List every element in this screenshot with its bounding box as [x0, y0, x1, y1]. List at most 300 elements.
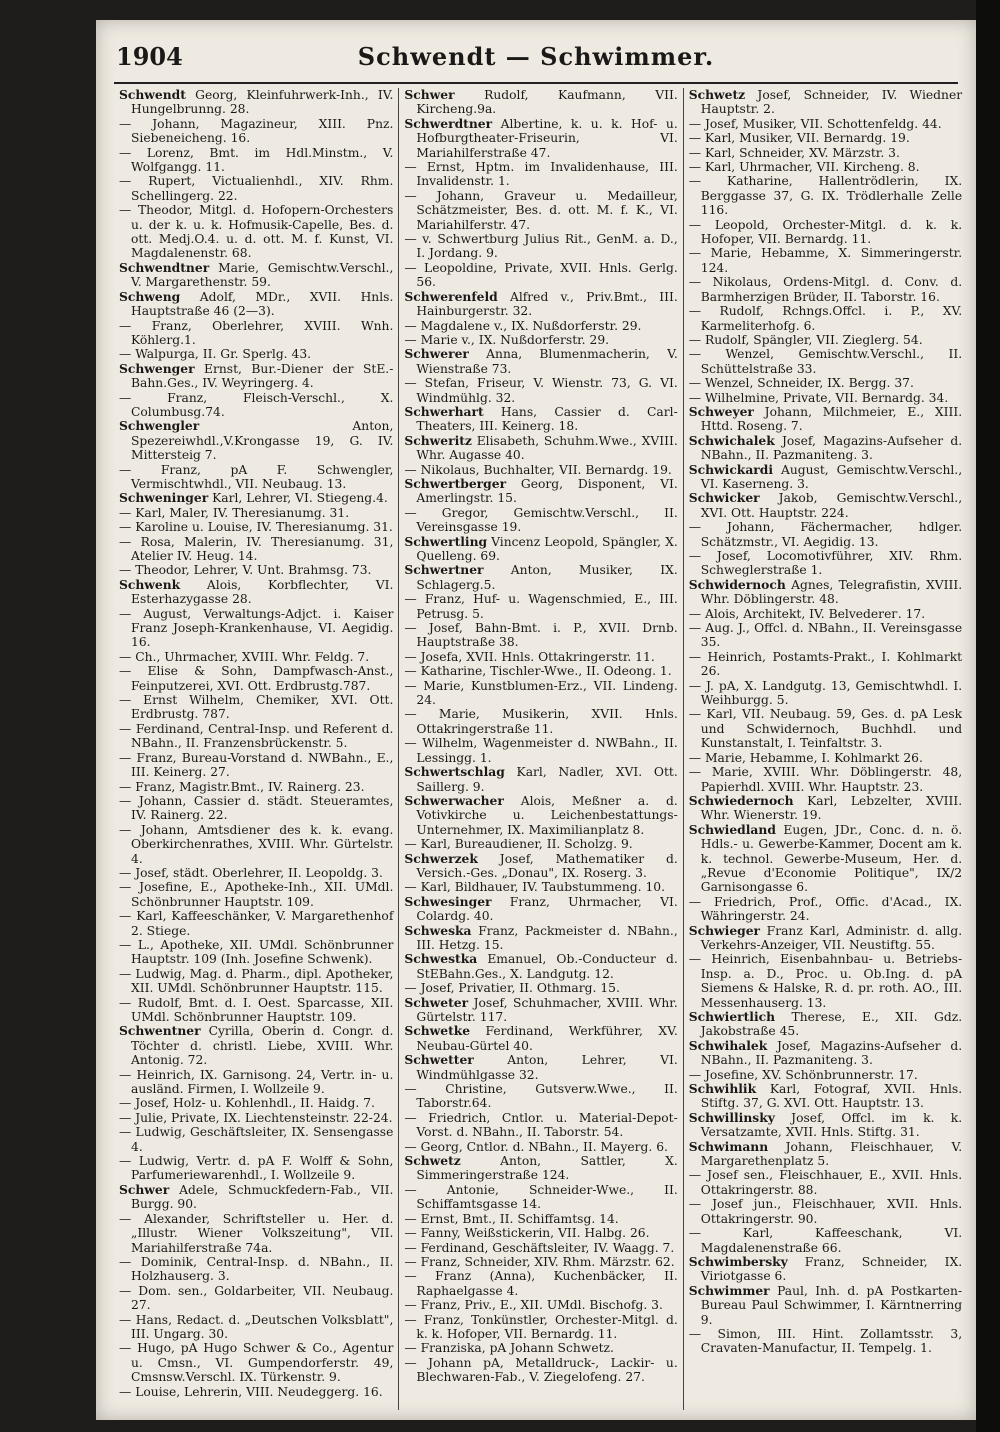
directory-entry [119, 1313, 393, 1342]
directory-entry [404, 592, 677, 621]
entry-text: Franz Karl, Administr. d. allg. Verkehrs-Anzeiger, VII. Neustiftg. 55. [700, 923, 963, 952]
entry-text: Josef, Mathematiker d. Versich.-Ges. „Donau", IX. Roserg. 3. [416, 851, 678, 880]
page-header [116, 38, 956, 78]
directory-entry [404, 463, 677, 477]
entry-text: — Johann, Cassier d. städt. Steueramtes, IV. Rainerg. 22. [119, 793, 394, 823]
directory-entry [404, 1111, 677, 1140]
directory-entry [119, 664, 393, 693]
entry-text: — Josef, Privatier, II. Othmarg. 15. [404, 981, 620, 996]
entry-text: — Franz, Fleisch-Verschl., X. Columbusg.74. [119, 390, 394, 419]
entry-surname: Schwetz [404, 1153, 461, 1169]
entry-surname: Schwenk [119, 576, 181, 592]
entry-text: — Rosa, Malerin, IV. Theresianumg. 31, Atelier IV. Heug. 14. [119, 534, 394, 563]
entry-text: — Johann pA, Metalldruck-, Lackir- u. Blechwaren-Fab., V. Ziegelofeng. 27. [404, 1355, 678, 1385]
directory-entry [404, 952, 677, 981]
directory-entry [404, 333, 677, 347]
directory-entry [404, 1356, 677, 1385]
entry-text: — Aug. J., Offcl. d. NBahn., II. Vereinsgasse 35. [688, 621, 963, 650]
directory-entry [119, 996, 393, 1025]
entry-text: Karl, Nadler, XVI. Ott. Saillerg. 9. [416, 765, 678, 794]
entry-surname: Schwichalek [688, 432, 775, 448]
directory-entry [689, 434, 962, 463]
directory-entry [404, 376, 677, 405]
columns-container [114, 88, 968, 1410]
entry-surname: Schwertner [404, 562, 484, 578]
entry-text: Adele, Schmuckfedern-Fab., VII. Burgg. 90. [131, 1182, 394, 1212]
entry-text: Georg, Kleinfuhrwerk-Inh., IV. Hungelbrunng. 28. [131, 88, 394, 117]
directory-entry [119, 117, 393, 146]
directory-entry [689, 765, 962, 794]
directory-entry [689, 131, 962, 145]
entry-text: — Karl, Bildhauer, IV. Taubstummeng. 10. [404, 880, 666, 895]
directory-entry [404, 434, 677, 463]
directory-entry [119, 506, 393, 520]
entry-text: — Heinrich, IX. Garnisong. 24, Vertr. in- u. ausländ. Firmen, I. Wollzeile 9. [119, 1067, 394, 1097]
entry-text: Johann, Fleischhauer, V. Margarethenplatz 5. [700, 1139, 963, 1169]
directory-entry [689, 679, 962, 708]
entry-text: — Louise, Lehrerin, VIII. Neudeggerg. 16. [119, 1384, 383, 1399]
directory-entry [689, 347, 962, 376]
entry-text: — Wilhelm, Wagenmeister d. NWBahn., II. Lessingg. 1. [404, 736, 678, 765]
entry-text: — Friedrich, Cntlor. u. Material-Depot-Vorst. d. NBahn., II. Taborstr. 54. [404, 1110, 678, 1140]
directory-entry [689, 1140, 962, 1169]
entry-text: Josef, Magazins-Aufseher d. NBahn., II. Pazmaniteng. 3. [700, 433, 963, 463]
entry-surname: Schwiedland [688, 821, 776, 837]
entry-text: — Georg, Cntlor. d. NBahn., II. Mayerg. 6. [404, 1139, 668, 1154]
directory-entry [404, 837, 677, 851]
entry-text: — Johann, Fächermacher, hdlger. Schätzmstr., VI. Aegidig. 13. [688, 520, 963, 549]
directory-entry [119, 261, 393, 290]
directory-entry [404, 117, 677, 160]
entry-text: — Marie v., IX. Nußdorferstr. 29. [404, 332, 610, 347]
directory-entry [689, 246, 962, 275]
entry-surname: Schwertberger [404, 475, 507, 491]
entry-text: Jakob, Gemischtw.Verschl., XVI. Ott. Hauptstr. 224. [700, 491, 963, 520]
directory-entry [404, 852, 677, 881]
directory-entry [119, 290, 393, 319]
entry-text: — Franz, Tonkünstler, Orchester-Mitgl. d. k. k. Hofoper, VII. Bernardg. 11. [404, 1312, 678, 1341]
directory-entry [404, 506, 677, 535]
directory-entry [404, 1154, 677, 1183]
entry-surname: Schwillinsky [688, 1109, 775, 1125]
directory-entry [404, 1183, 677, 1212]
directory-entry [404, 1298, 677, 1312]
entry-text: Josef, Schneider, IV. Wiedner Hauptstr. 2. [700, 88, 963, 117]
directory-entry [404, 1053, 677, 1082]
entry-text: — Ludwig, Mag. d. Pharm., dipl. Apotheker, XII. UMdl. Schönbrunner Hauptstr. 115. [119, 966, 394, 996]
directory-entry [404, 794, 677, 837]
entry-text: — Franz, Oberlehrer, XVIII. Wnh. Köhlerg.1. [119, 318, 394, 347]
entry-text: — Stefan, Friseur, V. Wienstr. 73, G. VI. Windmühlg. 32. [404, 376, 678, 405]
directory-entry [119, 938, 393, 967]
directory-entry [404, 679, 677, 708]
directory-entry [119, 1255, 393, 1284]
entry-text: Paul, Inh. d. pA Postkarten-Bureau Paul Schwimmer, I. Kärntnerring 9. [700, 1283, 963, 1327]
directory-entry [689, 1068, 962, 1082]
entry-text: — Rupert, Victualienhdl., XIV. Rhm. Schellingerg. 22. [119, 174, 394, 203]
directory-entry [689, 174, 962, 217]
directory-entry [404, 1241, 677, 1255]
entry-text: — Johann, Magazineur, XIII. Pnz. Siebeneicheng. 16. [119, 116, 394, 146]
directory-entry [119, 722, 393, 751]
entry-surname: Schwertling [404, 533, 488, 549]
directory-entry [119, 1068, 393, 1097]
entry-text: — Josef, städt. Oberlehrer, II. Leopoldg. 3. [119, 865, 383, 880]
directory-entry [689, 924, 962, 953]
entry-text: — Rudolf, Bmt. d. I. Oest. Sparcasse, XII. UMdl. Schönbrunner Hauptstr. 109. [119, 995, 394, 1024]
entry-text: Adolf, MDr., XVII. Hnls. Hauptstraße 46 (2—3). [131, 289, 394, 319]
entry-text: — Alois, Architekt, IV. Belvederег. 17. [688, 606, 926, 621]
directory-entry [689, 218, 962, 247]
directory-entry [689, 1111, 962, 1140]
column-1 [114, 88, 398, 1410]
directory-entry [404, 736, 677, 765]
directory-entry [119, 563, 393, 577]
directory-entry [119, 1212, 393, 1255]
entry-text: Anna, Blumenmacherin, V. Wienstraße 73. [416, 347, 678, 376]
entry-text: Therese, E., XII. Gdz. Jakobstraße 45. [700, 1010, 963, 1039]
entry-surname: Schwimbersky [688, 1253, 788, 1269]
entry-surname: Schwicker [688, 490, 760, 506]
entry-text: Alois, Meßner a. d. Votivkirche u. Leichenbestattungs-Unternehmer, IX. Maximilianplatz 8. [416, 793, 678, 837]
entry-text: — Elise & Sohn, Dampfwasch-Anst., Feinputzerei, XVI. Ott. Erdbrustg.787. [119, 664, 394, 693]
entry-text: — Franz (Anna), Kuchenbäcker, II. Raphaelgasse 4. [404, 1269, 678, 1298]
entry-text: — Ernst Wilhelm, Chemiker, XVI. Ott. Erdbrustg. 787. [119, 693, 394, 722]
directory-entry [689, 578, 962, 607]
directory-entry [119, 1341, 393, 1384]
entry-text: — Dom. sen., Goldarbeiter, VII. Neubaug. 27. [119, 1283, 394, 1313]
entry-text: — Marie, Musikerin, XVII. Hnls. Ottakringerstraße 11. [404, 707, 678, 736]
entry-surname: Schwetke [404, 1023, 471, 1039]
entry-surname: Schwendt [119, 88, 186, 102]
directory-entry [404, 1255, 677, 1269]
entry-text: Marie, Gemischtw.Verschl., V. Margarethenstr. 59. [131, 260, 394, 290]
directory-entry [689, 275, 962, 304]
entry-surname: Schweyer [688, 403, 754, 419]
entry-text: — Josef, Holz- u. Kohlenhdl., II. Haidg. 7. [119, 1096, 375, 1111]
entry-surname: Schwihlik [688, 1081, 757, 1097]
directory-entry [404, 765, 677, 794]
entry-text: — Franz, Schneider, XIV. Rhm. Märzstr. 62. [404, 1254, 675, 1269]
entry-surname: Schwieger [688, 922, 761, 938]
entry-text: — Ernst, Bmt., II. Schiffamtsg. 14. [404, 1211, 619, 1226]
entry-surname: Schwidernoch [688, 576, 786, 592]
directory-entry [404, 477, 677, 506]
entry-text: Georg, Disponent, VI. Amerlingstr. 15. [416, 476, 678, 506]
directory-entry [404, 880, 677, 894]
entry-text: — Wilhelmine, Private, VII. Bernardg. 34. [688, 390, 949, 405]
entry-text: Johann, Milchmeier, E., XIII. Httd. Roseng. 7. [700, 404, 963, 434]
entry-text: — Christine, Gutsverw.Wwe., II. Taborstr.64. [404, 1082, 678, 1111]
directory-entry [689, 491, 962, 520]
entry-text: — Josefine, XV. Schönbrunnerstr. 17. [688, 1067, 918, 1082]
entry-surname: Schweninger [119, 490, 209, 506]
entry-text: — Josefine, E., Apotheke-Inh., XII. UMdl. Schönbrunner Hauptstr. 109. [119, 880, 394, 909]
directory-entry [119, 751, 393, 780]
entry-surname: Schwesinger [404, 893, 492, 909]
directory-entry [119, 780, 393, 794]
directory-entry [119, 1125, 393, 1154]
entry-surname: Schweska [404, 922, 472, 938]
directory-entry [119, 880, 393, 909]
directory-entry [689, 794, 962, 823]
column-3 [683, 88, 967, 1410]
entry-surname: Schwerdtner [404, 115, 493, 131]
entry-text: — Theodor, Mitgl. d. Hofopern-Orchesters u. der k. u. k. Hofmusik-Capelle, Bes. d. ott. Medj.O.4. u. d. ott. M. f. Kunst, VI. Magdalenenstr. 68. [119, 203, 394, 261]
entry-text: — Alexander, Schriftsteller u. Her. d. „Illustr. Wiener Volkszeitung", VII. Mariahilferstraße 74a. [119, 1211, 394, 1255]
entry-text: — Heinrich, Postamts-Prakt., I. Kohlmarkt 26. [688, 649, 963, 679]
entry-surname: Schweter [404, 994, 469, 1010]
entry-surname: Schwickardi [688, 461, 774, 477]
directory-entry [119, 491, 393, 505]
entry-text: Josef, Offcl. im k. k. Versatzamte, XVII. Hnls. Stiftg. 31. [700, 1110, 963, 1140]
directory-entry [404, 1024, 677, 1053]
entry-text: — Antonie, Schneider-Wwe., II. Schiffamtsgasse 14. [404, 1182, 678, 1212]
directory-entry [689, 952, 962, 1010]
entry-text: Anton, Lehrer, VI. Windmühlgasse 32. [416, 1053, 678, 1082]
entry-text: — Josef sen., Fleischhauer, E., XVII. Hnls. Ottakringerstr. 88. [688, 1168, 963, 1197]
directory-entry [119, 794, 393, 823]
entry-text: Alfred v., Priv.Bmt., III. Hainburgerstr. 32. [416, 289, 678, 319]
entry-text: — Magdalene v., IX. Nußdorferstr. 29. [404, 318, 642, 333]
entry-text: Anton, Spezereiwhdl.,V.Krongasse 19, G. IV. Mittersteig 7. [131, 419, 394, 463]
directory-entry [689, 376, 962, 390]
directory-entry [119, 1385, 393, 1399]
directory-entry [404, 924, 677, 953]
entry-surname: Schwer [119, 1181, 170, 1197]
entry-text: — Karl, Kaffeeschank, VI. Magdalenenstraße 66. [688, 1226, 963, 1255]
entry-text: — Julie, Private, IX. Liechtensteinstr. 22-24. [119, 1110, 393, 1125]
directory-entry [404, 189, 677, 232]
entry-text: — Theodor, Lehrer, V. Unt. Brahmsg. 73. [119, 563, 372, 578]
entry-text: — Karl, Uhrmacher, VII. Kircheng. 8. [688, 160, 920, 175]
entry-surname: Schwentner [119, 1023, 201, 1039]
directory-entry [119, 1024, 393, 1067]
entry-text: — Rudolf, Rchngs.Offcl. i. P., XV. Karmeliterhofg. 6. [688, 304, 963, 333]
entry-text: — Fanny, Weißstickerin, VII. Halbg. 26. [404, 1226, 650, 1241]
directory-entry [689, 549, 962, 578]
directory-entry [689, 391, 962, 405]
directory-entry [689, 1327, 962, 1356]
entry-text: — Franz, Magistr.Bmt., IV. Rainerg. 23. [119, 779, 365, 794]
directory-entry [404, 232, 677, 261]
directory-entry [404, 1341, 677, 1355]
directory-entry [404, 160, 677, 189]
directory-entry [689, 621, 962, 650]
entry-text: Anton, Sattler, X. Simmeringerstraße 124. [416, 1154, 678, 1183]
directory-entry [404, 981, 677, 995]
entry-text: Hans, Cassier d. Carl-Theaters, III. Keinerg. 18. [416, 404, 678, 434]
entry-text: Franz, Packmeister d. NBahn., III. Hetzg. 15. [416, 923, 678, 952]
page-number: 1904 [116, 42, 183, 71]
entry-text: — J. pA, X. Landgutg. 13, Gemischtwhdl. I. Weihburgg. 5. [688, 678, 963, 708]
directory-entry [119, 1154, 393, 1183]
entry-text: — Ernst, Hptm. im Invalidenhause, III. Invalidenstr. 1. [404, 160, 678, 189]
directory-entry [119, 1096, 393, 1110]
directory-entry [119, 866, 393, 880]
entry-text: — Karl, VII. Neubaug. 59, Ges. d. pA Lesk und Schwidernoch, Buchhdl. und Kunstanstalt, I. Teinfaltstr. 3. [688, 707, 963, 751]
running-head: Schwendt — Schwimmer. [357, 42, 715, 71]
entry-surname: Schwiertlich [688, 1009, 776, 1024]
entry-text: Franz, Schneider, IX. Viriotgasse 6. [700, 1254, 963, 1284]
entry-surname: Schwer [404, 88, 455, 102]
directory-entry [119, 347, 393, 361]
directory-entry [119, 174, 393, 203]
directory-entry [689, 160, 962, 174]
directory-entry [404, 347, 677, 376]
directory-entry [119, 1111, 393, 1125]
entry-text: — Karl, Musiker, VII. Bernardg. 19. [688, 131, 910, 146]
directory-entry [689, 1039, 962, 1068]
header-rule [114, 82, 958, 84]
directory-entry [404, 1140, 677, 1154]
directory-entry [119, 607, 393, 650]
entry-surname: Schwihalek [688, 1037, 768, 1053]
directory-entry [404, 1082, 677, 1111]
directory-entry [119, 578, 393, 607]
entry-text: — Marie, Hebamme, X. Simmeringerstr. 124. [688, 246, 963, 275]
entry-surname: Schwerenfeld [404, 288, 498, 304]
entry-text: Vincenz Leopold, Spängler, X. Quelleng. 69. [416, 534, 678, 563]
entry-text: — Karl, Maler, IV. Theresianumg. 31. [119, 505, 350, 520]
entry-text: — Ludwig, Geschäftsleiter, IX. Sensengasse 4. [119, 1125, 394, 1154]
directory-entry [404, 996, 677, 1025]
directory-entry [689, 607, 962, 621]
entry-surname: Schwertschlag [404, 764, 505, 780]
directory-entry [404, 1313, 677, 1342]
entry-text: Agnes, Telegrafistin, XVIII. Whr. Döblingerstr. 48. [700, 577, 963, 607]
directory-entry [689, 707, 962, 750]
directory-entry [404, 1226, 677, 1240]
directory-entry [119, 1183, 393, 1212]
directory-entry [119, 203, 393, 261]
entry-text: — Josef, Locomotivführer, XIV. Rhm. Schweglerstraße 1. [688, 549, 963, 578]
entry-text: — Johann, Amtsdiener des k. k. evang. Oberkirchenrathes, XVIII. Whr. Gürtelstr. 4. [119, 822, 394, 866]
entry-text: — Wenzel, Gemischtw.Verschl., II. Schüttelstraße 33. [688, 347, 963, 376]
directory-entry [404, 405, 677, 434]
entry-text: — Hans, Redact. d. „Deutschen Volksblatt", III. Ungarg. 30. [119, 1312, 394, 1341]
directory-entry [689, 333, 962, 347]
entry-text: Anton, Musiker, IX. Schlagerg.5. [416, 563, 678, 592]
entry-text: — Karl, Kaffeeschänker, V. Margarethenhof 2. Stiege. [119, 909, 394, 938]
directory-entry [119, 419, 393, 462]
entry-surname: Schwenger [119, 360, 195, 376]
entry-text: — Leopold, Orchester-Mitgl. d. k. k. Hofoper, VII. Bernardg. 11. [688, 217, 963, 247]
entry-text: — Marie, XVIII. Whr. Döblingerstr. 48, Papierhdl. XVIII. Whr. Hauptstr. 23. [688, 765, 963, 794]
entry-text: — v. Schwertburg Julius Rit., GenM. a. D., I. Jordang. 9. [404, 232, 678, 261]
entry-text: — Walpurga, II. Gr. Sperlg. 43. [119, 347, 312, 362]
entry-text: August, Gemischtw.Verschl., VI. Kaserneng. 3. [700, 462, 963, 491]
entry-text: — Heinrich, Eisenbahnbau- u. Betriebs-Insp. a. D., Proc. u. Ob.Ing. d. pA Siemens & Halske, R. d. pr. roth. AO., III. Messenhauserg. 13. [688, 952, 963, 1010]
entry-text: Eugen, JDr., Conc. d. n. ö. Hdls.- u. Gewerbe-Kammer, Docent am k. k. technol. Gewerbe-Museum, Her. d. „Revue d'Economie Politique", IX/2 Garnisongasse 6. [700, 822, 963, 895]
entry-text: — Josef, Bahn-Bmt. i. P., XVII. Drnb. Hauptstraße 38. [404, 621, 678, 650]
entry-text: Ernst, Bur.-Diener der StE.-Bahn.Ges., IV. Weyringerg. 4. [131, 361, 394, 391]
entry-surname: Schwimmer [688, 1282, 770, 1298]
entry-text: — Nikolaus, Ordens-Mitgl. d. Conv. d. Barmherzigen Brüder, II. Taborstr. 16. [688, 275, 963, 304]
entry-surname: Schweng [119, 288, 181, 304]
entry-text: — Franziska, pA Johann Schwetz. [404, 1341, 614, 1356]
entry-text: Cyrilla, Oberin d. Congr. d. Töchter d. christl. Liebe, XVIII. Whr. Antonig. 72. [131, 1024, 394, 1068]
directory-entry [689, 823, 962, 895]
directory-entry [119, 146, 393, 175]
directory-entry [119, 463, 393, 492]
directory-entry [119, 693, 393, 722]
directory-entry [404, 563, 677, 592]
directory-entry [689, 117, 962, 131]
directory-entry [689, 1226, 962, 1255]
directory-entry [689, 1082, 962, 1111]
directory-entry [689, 1197, 962, 1226]
directory-entry [689, 1168, 962, 1197]
directory-entry [404, 535, 677, 564]
entry-surname: Schwetz [688, 88, 746, 102]
directory-entry [119, 520, 393, 534]
entry-text: — Ferdinand, Central-Insp. und Referent d. NBahn., II. Franzensbrückenstr. 5. [119, 721, 394, 751]
entry-surname: Schwimann [688, 1138, 769, 1154]
directory-entry [689, 1010, 962, 1039]
entry-text: Josef, Schuhmacher, XVIII. Whr. Gürtelstr. 117. [416, 995, 678, 1024]
directory-entry [404, 1269, 677, 1298]
entry-surname: Schwerer [404, 346, 469, 362]
entry-text: — August, Verwaltungs-Adjct. i. Kaiser Franz Joseph-Krankenhause, VI. Aegidig. 16. [119, 606, 394, 650]
entry-text: — Leopoldine, Private, XVII. Hnls. Gerlg. 56. [404, 260, 678, 290]
entry-surname: Schwerzek [404, 850, 478, 866]
entry-surname: Schwestka [404, 951, 478, 967]
directory-entry [689, 1284, 962, 1327]
entry-text: Karl, Lebzelter, XVIII. Whr. Wienerstr. 19. [700, 793, 963, 823]
entry-text: — Ferdinand, Geschäftsleiter, IV. Waagg. 7. [404, 1240, 675, 1255]
directory-entry [119, 909, 393, 938]
entry-text: Ferdinand, Werkführer, XV. Neubau-Gürtel 40. [416, 1024, 678, 1053]
entry-text: — Ch., Uhrmacher, XVIII. Whr. Feldg. 7. [119, 649, 370, 664]
directory-entry [404, 88, 677, 117]
directory-entry [119, 1284, 393, 1313]
entry-surname: Schwiedernoch [688, 792, 794, 808]
entry-text: — Franz, Bureau-Vorstand d. NWBahn., E., III. Keinerg. 27. [119, 750, 394, 780]
directory-entry [689, 88, 962, 117]
entry-text: — Marie, Kunstblumen-Erz., VII. Lindeng. 24. [404, 678, 678, 708]
directory-entry [689, 304, 962, 333]
entry-text: — Josefa, XVII. Hnls. Ottakringerstr. 11. [404, 649, 655, 664]
directory-entry [119, 823, 393, 866]
entry-text: — Gregor, Gemischtw.Verschl., II. Vereinsgasse 19. [404, 505, 678, 535]
entry-surname: Schwendtner [119, 259, 210, 275]
entry-text: — Katharine, Hallentrödlerin, IX. Berggasse 37, G. IX. Trödlerhalle Zelle 116. [688, 174, 963, 218]
directory-entry [119, 391, 393, 420]
entry-text: Josef, Magazins-Aufseher d. NBahn., II. Pazmaniteng. 3. [700, 1038, 963, 1068]
entry-text: — Karl, Schneider, XV. Märzstr. 3. [688, 145, 900, 160]
entry-surname: Schwerhart [404, 403, 484, 419]
directory-entry [404, 261, 677, 290]
entry-text: Franz, Uhrmacher, VI. Colardg. 40. [416, 894, 678, 924]
directory-entry [689, 520, 962, 549]
directory-entry [119, 88, 393, 117]
entry-text: — Karl, Bureaudiener, II. Scholzg. 9. [404, 837, 633, 852]
directory-entry [404, 650, 677, 664]
entry-text: — Franz, Huf- u. Wagenschmied, E., III. Petrusg. 5. [404, 592, 678, 621]
directory-entry [119, 535, 393, 564]
entry-text: — Rudolf, Spängler, VII. Zieglerg. 54. [688, 332, 923, 347]
entry-text: — Simon, III. Hint. Zollamtsstr. 3, Cravaten-Manufactur, II. Tempelg. 1. [688, 1326, 963, 1356]
entry-text: — Franz, Priv., E., XII. UMdl. Bischofg. 3. [404, 1298, 663, 1313]
entry-text: Albertine, k. u. k. Hof- u. Hofburgtheater-Friseurin, VI. Mariahilferstraße 47. [416, 116, 678, 160]
directory-entry [404, 895, 677, 924]
entry-text: — Wenzel, Schneider, IX. Bergg. 37. [688, 376, 914, 391]
directory-entry [689, 146, 962, 160]
entry-text: Karl, Fotograf, XVII. Hnls. Stiftg. 37, G. XVI. Ott. Hauptstr. 13. [700, 1082, 963, 1111]
entry-text: Alois, Korbflechter, VI. Esterhazygasse 28. [131, 577, 394, 607]
entry-text: — Ludwig, Vertr. d. pA F. Wolff & Sohn, Parfumeriewarenhdl., I. Wollzeile 9. [119, 1154, 394, 1183]
